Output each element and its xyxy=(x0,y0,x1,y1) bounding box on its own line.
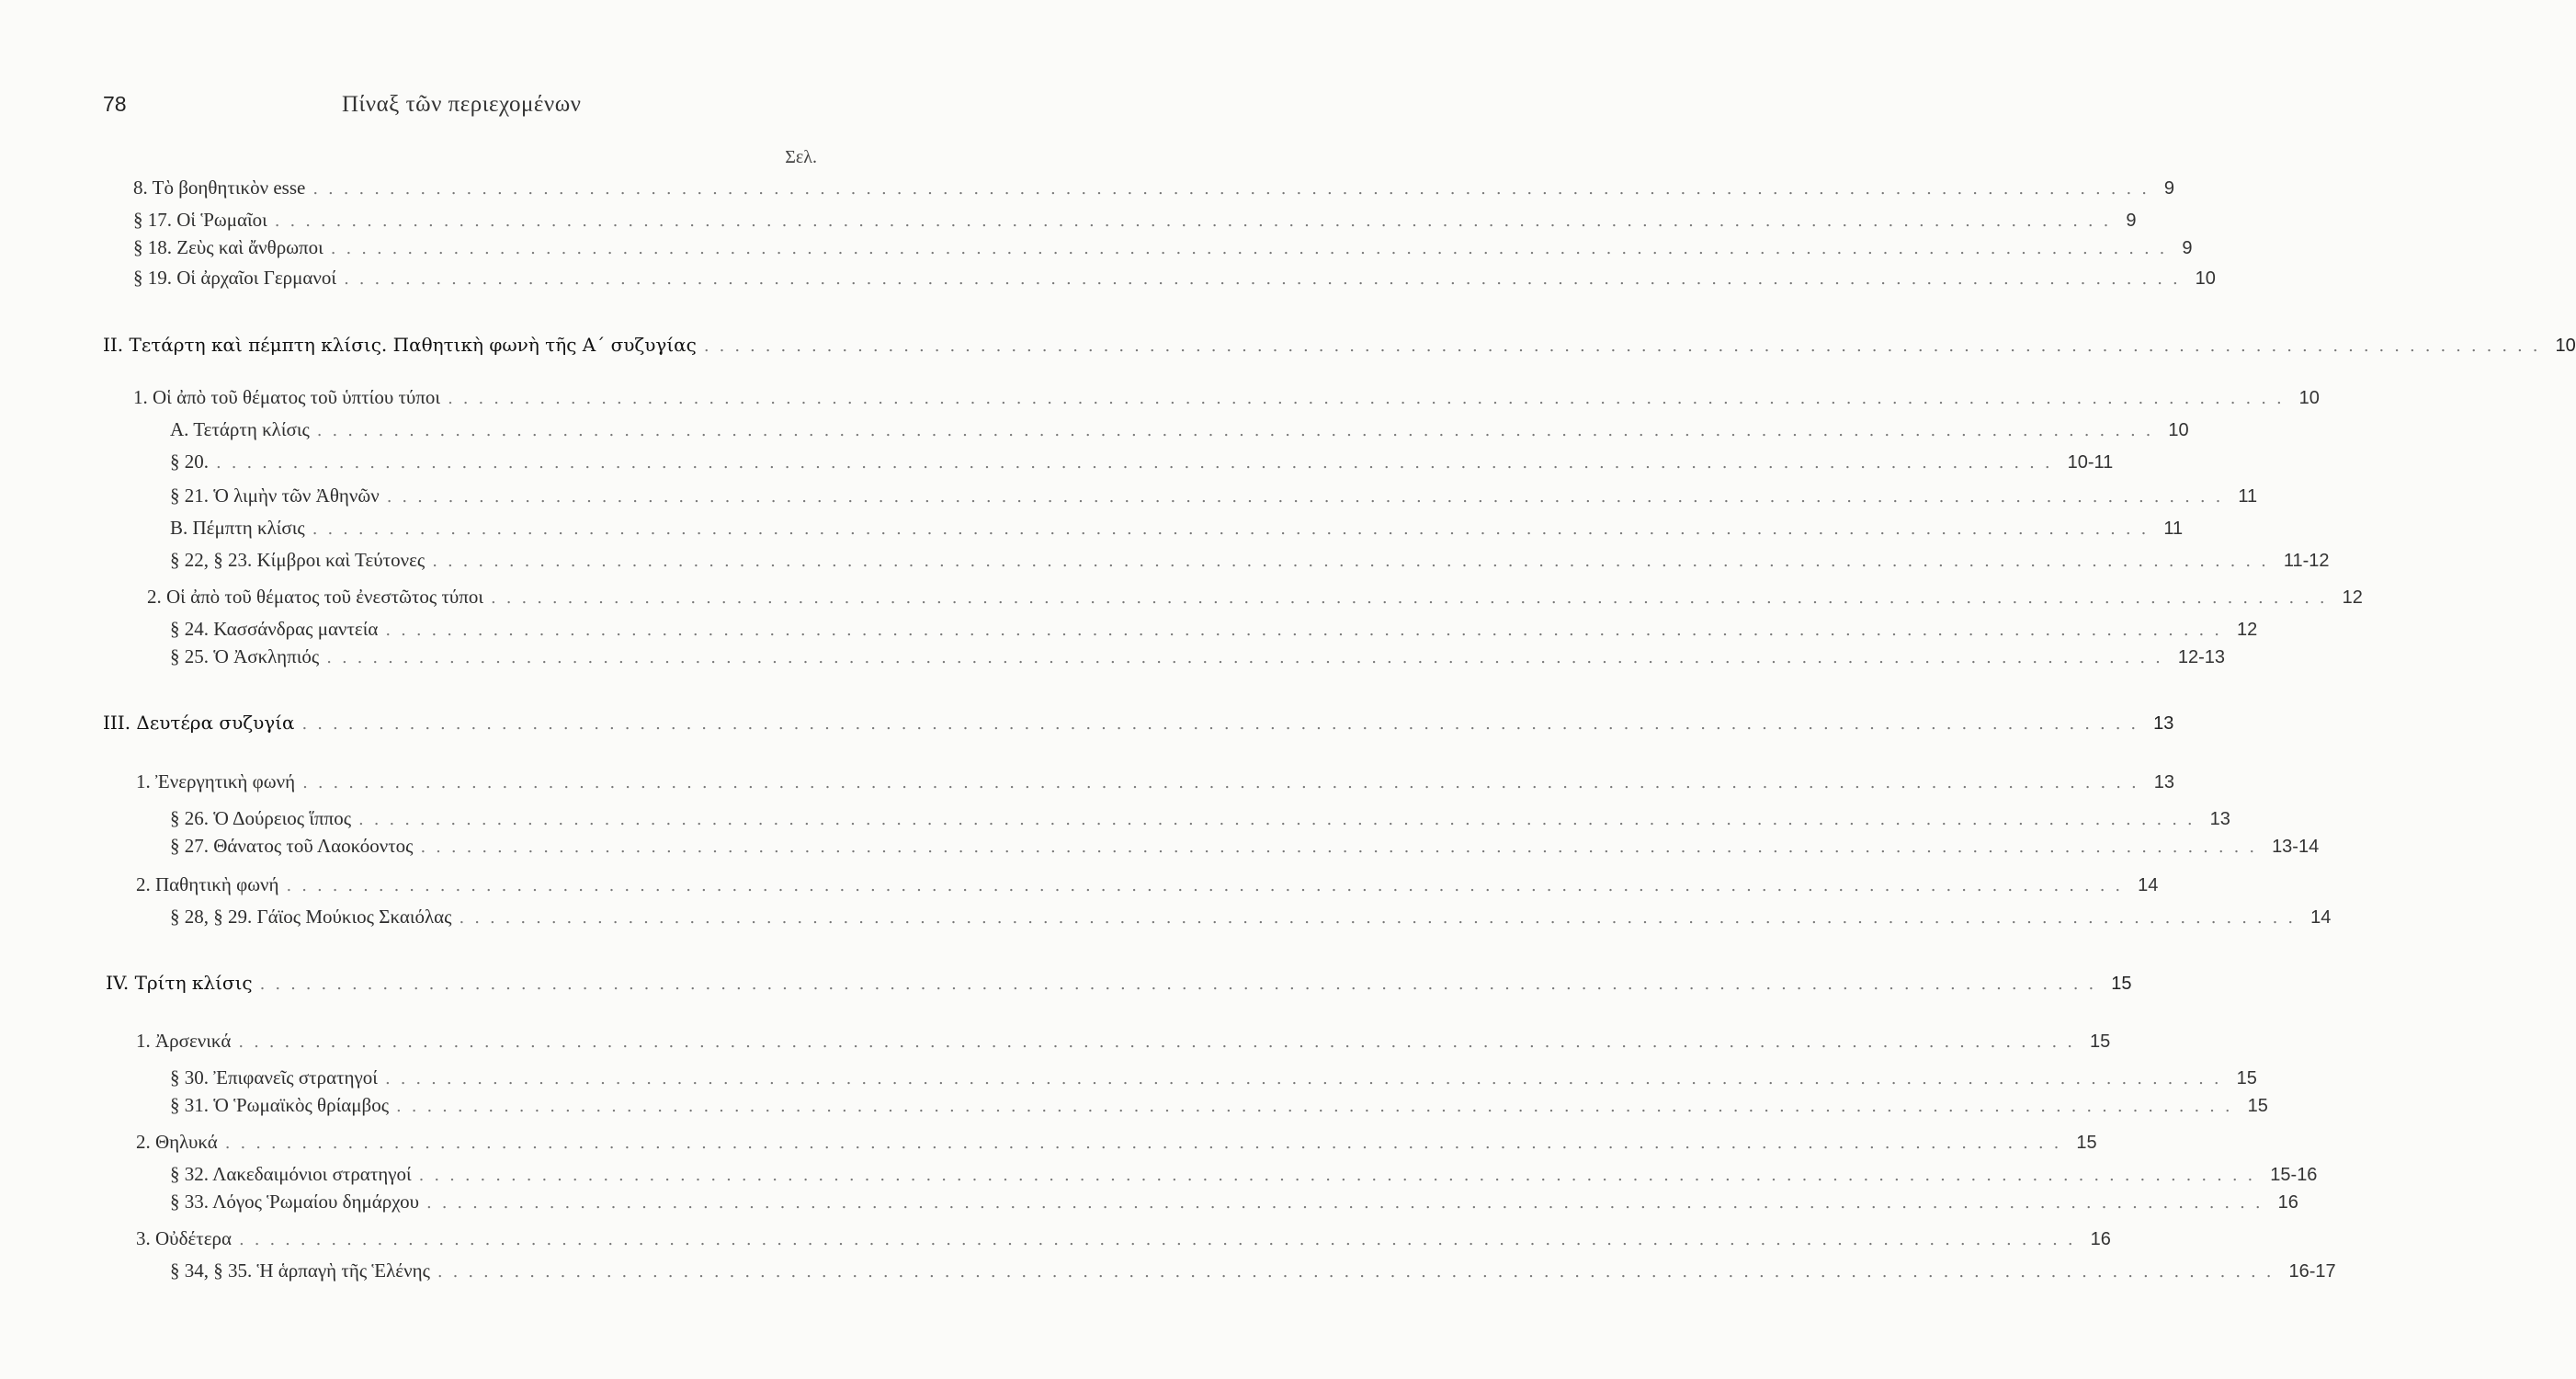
toc-entry-subsection-b xyxy=(170,517,2184,544)
dot-leader: ........................................................................................................................ xyxy=(426,1193,2271,1213)
dot-leader: ........................................................................................................................ xyxy=(330,239,2175,258)
toc-entry-label: 2. Οἱ ἀπὸ τοῦ θέματος τοῦ ἐνεστῶτος τύποι xyxy=(147,586,484,608)
toc-entry-label: § 20. xyxy=(170,450,209,473)
dot-leader: ........................................................................................................................ xyxy=(312,179,2157,199)
toc-entry-label: § 30. Ἐπιφανεῖς στρατηγοί xyxy=(170,1066,378,1088)
dot-leader: ........................................................................................................................ xyxy=(491,588,2335,608)
toc-entry-para-25 xyxy=(170,645,2225,673)
toc-entry-page: 15-16 xyxy=(2270,1165,2318,1185)
toc-entry-para-28-29 xyxy=(170,906,2332,933)
dot-leader: ........................................................................................................................ xyxy=(286,876,2131,895)
toc-entry-page: 10-11 xyxy=(2067,452,2114,473)
dot-leader: ........................................................................................................................ xyxy=(358,810,2203,829)
dot-leader: ........................................................................................................................ xyxy=(216,453,2060,473)
toc-entry-para-27 xyxy=(170,835,2320,862)
dot-leader: ........................................................................................................................ xyxy=(274,211,2119,231)
toc-entry-label: § 27. Θάνατος τοῦ Λαοκόοντος xyxy=(170,835,414,857)
toc-entry-passive-voice xyxy=(136,873,2159,901)
page-column-label: Σελ. xyxy=(785,147,817,167)
toc-entry-page: 9 xyxy=(2163,178,2175,199)
toc-entry-page: 15 xyxy=(2236,1068,2257,1088)
dot-leader: ........................................................................................................................ xyxy=(224,1134,2070,1153)
toc-entry-label: § 21. Ὁ λιμὴν τῶν Ἀθηνῶν xyxy=(170,484,380,507)
toc-entry-page: 15 xyxy=(2247,1096,2268,1116)
toc-entry-para-20 xyxy=(170,450,2114,478)
dot-leader: ........................................................................................................................ xyxy=(301,714,2147,734)
dot-leader: ........................................................................................................................ xyxy=(437,1262,2282,1282)
toc-entry-page: 15 xyxy=(2076,1133,2097,1153)
page-number: 78 xyxy=(103,92,127,116)
dot-leader: ........................................................................................................................ xyxy=(386,487,2231,507)
toc-entry-page: 16 xyxy=(2090,1229,2111,1249)
toc-entry-page: 11 xyxy=(2238,486,2258,507)
toc-entry-label: 1. Ἀρσενικά xyxy=(136,1030,232,1052)
toc-entry-label: II. Τετάρτη καὶ πέμπτη κλίσις. Παθητικὴ φωνὴ τῆς Α΄ συζυγίας xyxy=(103,334,697,356)
toc-entry-page: 16 xyxy=(2277,1192,2298,1213)
toc-entry-label: 8. Τὸ βοηθητικὸν esse xyxy=(133,177,306,199)
toc-entry-subsection-a xyxy=(170,418,2189,446)
page-header xyxy=(103,92,811,123)
toc-entry-label: § 32. Λακεδαιμόνιοι στρατηγοί xyxy=(170,1163,412,1185)
dot-leader: ........................................................................................................................ xyxy=(316,421,2162,440)
toc-entry-page: 16-17 xyxy=(2288,1261,2336,1282)
toc-entry-label: IV. Τρίτη κλίσις xyxy=(106,972,253,994)
toc-entry-para-32 xyxy=(170,1163,2318,1191)
running-title: Πίναξ τῶν περιεχομένων xyxy=(342,92,582,117)
toc-entry-neuter xyxy=(136,1227,2111,1255)
dot-leader: ........................................................................................................................ xyxy=(312,519,2157,539)
toc-entry-para-24 xyxy=(170,618,2258,645)
toc-entry-section-8 xyxy=(133,177,2175,204)
toc-entry-label: III. Δευτέρα συζυγία xyxy=(103,712,295,734)
toc-entry-para-17 xyxy=(133,209,2137,236)
dot-leader: ........................................................................................................................ xyxy=(448,389,2292,408)
toc-entry-label: 1. Οἱ ἀπὸ τοῦ θέματος τοῦ ὑπτίου τύποι xyxy=(133,386,441,408)
toc-entry-label: § 18. Ζεὺς καὶ ἄνθρωποι xyxy=(133,236,323,258)
dot-leader: ........................................................................................................................ xyxy=(432,552,2276,571)
toc-entry-label: § 26. Ὁ Δούρειος ἵππος xyxy=(170,807,352,829)
toc-entry-page: 11-12 xyxy=(2283,551,2330,571)
toc-entry-page: 15 xyxy=(2089,1031,2111,1052)
toc-entry-page: 13 xyxy=(2153,713,2174,734)
toc-entry-para-19 xyxy=(133,267,2216,294)
toc-entry-label: Α. Τετάρτη κλίσις xyxy=(170,418,310,440)
toc-entry-label: 1. Ἐνεργητικὴ φωνή xyxy=(136,770,296,792)
toc-entry-para-30 xyxy=(170,1066,2257,1094)
toc-entry-para-31 xyxy=(170,1094,2268,1122)
toc-entry-page: 10 xyxy=(2555,336,2576,356)
toc-entry-para-33 xyxy=(170,1191,2298,1218)
toc-entry-label: 3. Οὐδέτερα xyxy=(136,1227,233,1249)
toc-entry-label: § 24. Κασσάνδρας μαντεία xyxy=(170,618,379,640)
toc-entry-chapter-2 xyxy=(103,334,2576,361)
toc-entry-label: § 25. Ὁ Ἀσκληπιός xyxy=(170,645,320,667)
toc-entry-para-26 xyxy=(170,807,2230,835)
toc-entry-para-21 xyxy=(170,484,2258,512)
toc-entry-subsection-1 xyxy=(133,386,2320,414)
toc-entry-label: § 28, § 29. Γάϊος Μούκιος Σκαιόλας xyxy=(170,906,452,928)
toc-entry-label: § 22, § 23. Κίμβροι καὶ Τεύτονες xyxy=(170,549,426,571)
toc-entry-para-34-35 xyxy=(170,1259,2336,1287)
toc-entry-active-voice xyxy=(136,770,2174,798)
toc-entry-page: 15 xyxy=(2111,974,2132,994)
toc-entry-label: § 17. Οἱ Ῥωμαῖοι xyxy=(133,209,267,231)
toc-entry-para-18 xyxy=(133,236,2193,264)
dot-leader: ........................................................................................................................ xyxy=(420,838,2265,857)
toc-entry-label: § 34, § 35. Ἡ ἁρπαγὴ τῆς Ἑλένης xyxy=(170,1259,430,1282)
toc-entry-page: 10 xyxy=(2195,268,2216,289)
dot-leader: ........................................................................................................................ xyxy=(396,1097,2241,1116)
toc-entry-masculine xyxy=(136,1030,2111,1057)
toc-entry-label: § 19. Οἱ ἀρχαῖοι Γερμανοί xyxy=(133,267,337,289)
dot-leader: ........................................................................................................................ xyxy=(326,648,2171,667)
dot-leader: ........................................................................................................................ xyxy=(418,1166,2264,1185)
dot-leader: ........................................................................................................................ xyxy=(302,773,2147,792)
dot-leader: ........................................................................................................................ xyxy=(259,974,2105,994)
dot-leader: ........................................................................................................................ xyxy=(459,908,2304,928)
toc-entry-para-22-23 xyxy=(170,549,2330,576)
toc-entry-label: 2. Θηλυκά xyxy=(136,1131,218,1153)
toc-entry-subsection-2 xyxy=(147,586,2363,613)
dot-leader: ........................................................................................................................ xyxy=(703,336,2548,356)
toc-entry-chapter-3 xyxy=(103,712,2174,739)
toc-entry-page: 14 xyxy=(2138,875,2159,895)
toc-entry-page: 12-13 xyxy=(2177,647,2225,667)
toc-entry-label: 2. Παθητικὴ φωνή xyxy=(136,873,279,895)
dot-leader: ........................................................................................................................ xyxy=(384,1069,2230,1088)
dot-leader: ........................................................................................................................ xyxy=(238,1032,2082,1052)
toc-entry-page: 12 xyxy=(2342,587,2363,608)
toc-entry-page: 10 xyxy=(2168,420,2189,440)
dot-leader: ........................................................................................................................ xyxy=(344,269,2188,289)
toc-entry-page: 9 xyxy=(2126,211,2137,231)
toc-entry-label: § 31. Ὁ Ῥωμαϊκὸς θρίαμβος xyxy=(170,1094,390,1116)
toc-entry-page: 13-14 xyxy=(2272,837,2320,857)
toc-entry-page: 13 xyxy=(2209,809,2230,829)
toc-entry-label: Β. Πέμπτη κλίσις xyxy=(170,517,305,539)
toc-entry-page: 9 xyxy=(2182,238,2193,258)
toc-entry-chapter-4 xyxy=(106,972,2132,999)
toc-entry-page: 13 xyxy=(2153,772,2174,792)
toc-entry-label: § 33. Λόγος Ῥωμαίου δημάρχου xyxy=(170,1191,419,1213)
toc-entry-page: 14 xyxy=(2310,907,2332,928)
dot-leader: ........................................................................................................................ xyxy=(385,621,2230,640)
toc-entry-page: 11 xyxy=(2163,519,2184,539)
toc-entry-feminine xyxy=(136,1131,2097,1158)
dot-leader: ........................................................................................................................ xyxy=(239,1230,2083,1249)
toc-entry-page: 12 xyxy=(2237,620,2258,640)
toc-entry-page: 10 xyxy=(2298,388,2320,408)
